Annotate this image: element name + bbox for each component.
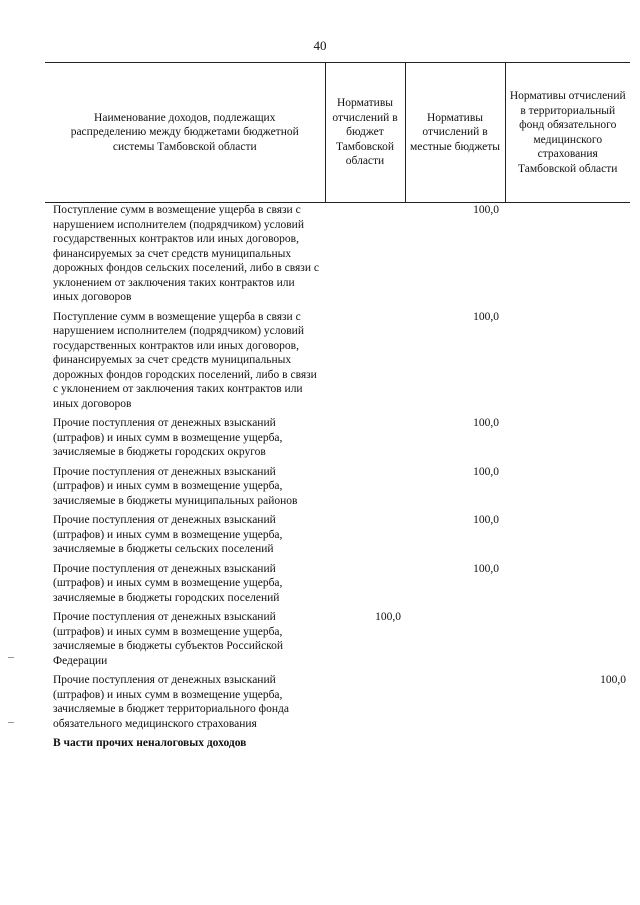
regional-norm-cell	[325, 562, 405, 611]
local-norm-cell: 100,0	[473, 310, 499, 323]
table-row	[45, 203, 630, 310]
revenue-name-cell: Поступление сумм в возмещение ущерба в связи с нарушением исполнителем (подрядчиком) условий государственных контрактов или иных договоров, финансируемых за счет средств муниципальных дорожных фондов городских поселений, либо в связи с уклонением от заключения таких контрактов или иных договоров	[53, 310, 317, 410]
section-row	[45, 736, 630, 756]
table-row	[45, 673, 630, 736]
local-norm-cell: 100,0	[473, 514, 499, 526]
local-norm-cell: 100,0	[473, 204, 499, 216]
revenue-name-cell: Прочие поступления от денежных взысканий (штрафов) и иных сумм в возмещение ущерба, зачисляемые в бюджеты сельских поселений	[53, 514, 283, 555]
tfoms-norm-cell	[505, 416, 630, 465]
table-row	[45, 562, 630, 611]
revenue-distribution-table	[45, 62, 630, 756]
revenue-name-cell: Поступление сумм в возмещение ущерба в связи с нарушением исполнителем (подрядчиком) условий государственных контрактов или иных договоров, финансируемых за счет средств муниципальных дорожных фондов сельских поселений, либо в связи с уклонением от заключения таких контрактов или иных договоров	[53, 204, 319, 303]
header-local-budgets: Нормативы отчислений в местные бюджеты	[405, 63, 505, 203]
regional-norm-cell	[325, 203, 405, 310]
header-regional-budget: Нормативы отчислений в бюджет Тамбовской области	[325, 63, 405, 203]
tfoms-norm-cell	[505, 310, 630, 417]
local-norm-cell	[405, 610, 505, 673]
table-header	[45, 63, 630, 203]
revenue-name-cell: Прочие поступления от денежных взысканий (штрафов) и иных сумм в возмещение ущерба, зачисляемые в бюджеты городских поселений	[53, 562, 283, 604]
margin-mark	[8, 657, 14, 658]
table-row	[45, 465, 630, 514]
local-norm-cell: 100,0	[473, 562, 499, 575]
tfoms-norm-cell	[505, 513, 630, 562]
table-row	[45, 416, 630, 465]
table-row	[45, 610, 630, 673]
section-heading: В части прочих неналоговых доходов	[53, 737, 247, 749]
local-norm-cell: 100,0	[473, 465, 499, 478]
local-norm-cell	[405, 673, 505, 736]
tfoms-norm-cell	[505, 610, 630, 673]
regional-norm-cell	[325, 310, 405, 417]
tfoms-norm-cell: 100,0	[600, 674, 626, 686]
tfoms-norm-cell	[505, 465, 630, 514]
table-row	[45, 310, 630, 417]
tfoms-norm-cell	[505, 203, 630, 310]
header-tfoms: Нормативы отчислений в территориальный фонд обязательного медицинского страхования Тамбовской области	[505, 63, 630, 203]
table-body	[45, 203, 630, 756]
revenue-name-cell: Прочие поступления от денежных взысканий (штрафов) и иных сумм в возмещение ущерба, зачисляемые в бюджеты муниципальных районов	[53, 465, 298, 507]
revenue-name-cell: Прочие поступления от денежных взысканий (штрафов) и иных сумм в возмещение ущерба, зачисляемые в бюджеты субъектов Российской Федерации	[53, 611, 284, 667]
regional-norm-cell	[325, 465, 405, 514]
header-revenue-name: Наименование доходов, подлежащих распределению между бюджетами бюджетной системы Тамбовской области	[45, 63, 325, 203]
margin-mark	[8, 722, 14, 723]
revenue-name-cell: Прочие поступления от денежных взысканий (штрафов) и иных сумм в возмещение ущерба, зачисляемые в бюджет территориального фонда обязательного медицинского страхования	[53, 674, 289, 730]
regional-norm-cell	[325, 673, 405, 736]
page-number: 40	[313, 38, 327, 53]
regional-norm-cell	[325, 416, 405, 465]
revenue-name-cell: Прочие поступления от денежных взысканий (штрафов) и иных сумм в возмещение ущерба, зачисляемые в бюджеты городских округов	[53, 417, 283, 458]
regional-norm-cell: 100,0	[375, 611, 401, 623]
tfoms-norm-cell	[505, 562, 630, 611]
local-norm-cell: 100,0	[473, 417, 499, 429]
table-row	[45, 513, 630, 562]
regional-norm-cell	[325, 513, 405, 562]
